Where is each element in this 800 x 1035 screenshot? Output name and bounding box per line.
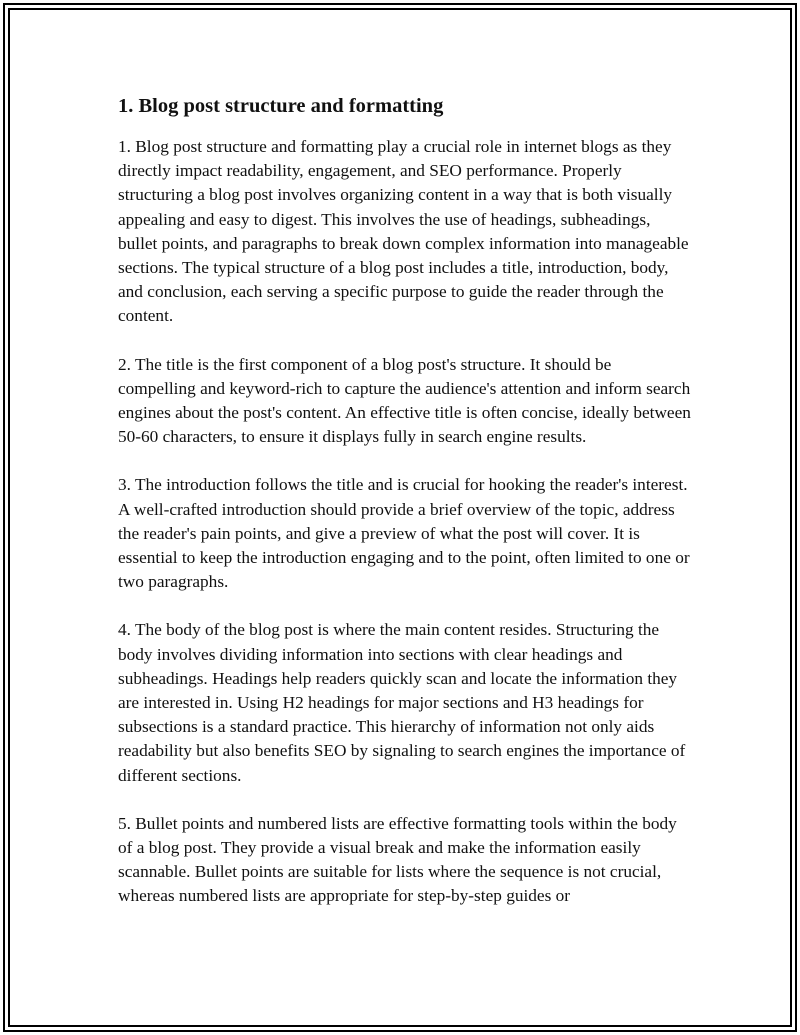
paragraph-4: 4. The body of the blog post is where the main content resides. Structuring the body involves dividing information into sections with clear headings and subheadings. Headings help readers quickly scan and locate the information they are interested in. Using H2 headings for major sections and H3 headings for subsections is a standard practice. This hierarchy of information not only aids readability but also benefits SEO by signaling to search engines the importance of different sections.	[118, 620, 686, 785]
paragraph-5: 5. Bullet points and numbered lists are effective formatting tools within the body of a blog post. They provide a visual break and make the information easily scannable. Bullet points are suitable for lists where the sequence is not crucial, whereas numbered lists are appropriate for step-by-step guides or	[118, 813, 677, 906]
paragraph-2: 2. The title is the first component of a blog post's structure. It should be compelling and keyword-rich to capture the audience's attention and inform search engines about the post's content. An effective title is often concise, ideally between 50-60 characters, to ensure it displays fully in search engine results.	[118, 354, 691, 447]
paragraph-3: 3. The introduction follows the title and is crucial for hooking the reader's interest. A well-crafted introduction should provide a brief overview of the topic, address the reader's pain points, and give a preview of what the post will cover. It is essential to keep the introduction engaging and to the point, often limited to one or two paragraphs.	[118, 475, 690, 592]
paragraph-1: 1. Blog post structure and formatting play a crucial role in internet blogs as they directly impact readability, engagement, and SEO performance. Properly structuring a blog post involves organizing content in a way that is both visually appealing and easy to digest. This involves the use of headings, subheadings, bullet points, and paragraphs to break down complex information into manageable sections. The typical structure of a blog post includes a title, introduction, body, and conclusion, each serving a specific purpose to guide the reader through the content.	[118, 137, 689, 326]
document-heading: 1. Blog post structure and formatting	[118, 95, 444, 117]
document-body	[118, 93, 693, 933]
